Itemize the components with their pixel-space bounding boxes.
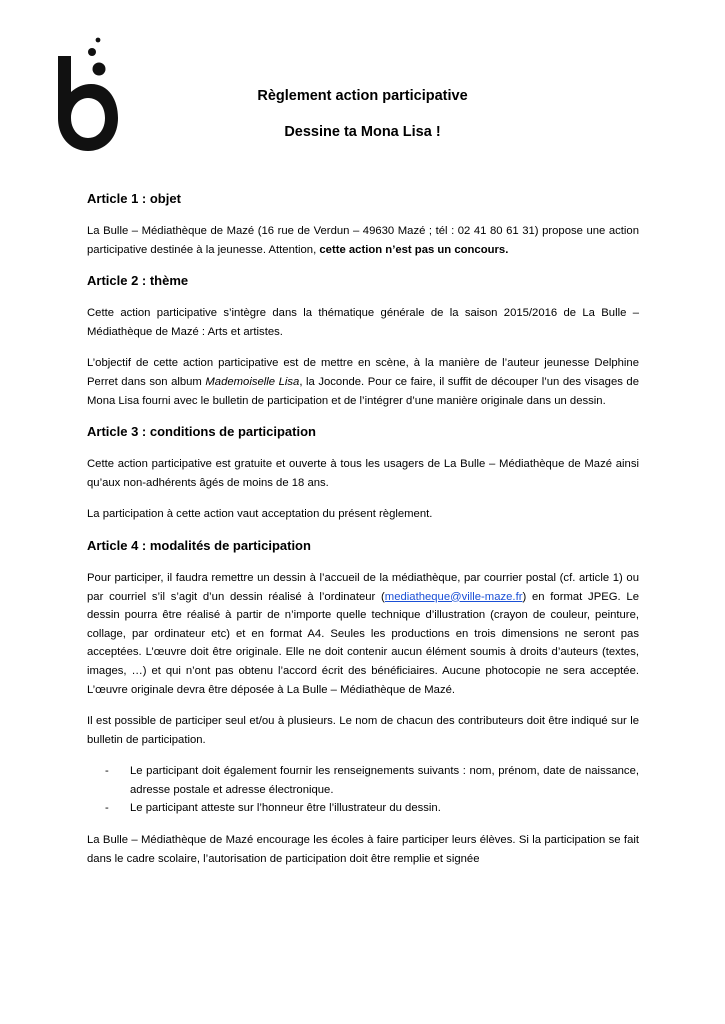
list-item: - Le participant doit également fournir les renseignements suivants : nom, prénom, date de naissance, adresse postale et adresse électronique. — [105, 765, 639, 796]
book-title: Mademoiselle Lisa — [205, 375, 300, 388]
article-2-paragraph-2: L’objectif de cette action participative est de mettre en scène, à la manière de l’auteur jeunesse Delphine Perret dans son album Mademoiselle Lisa, la Joconde. Pour ce faire, il suffit de découper l’un des visages de Mona Lisa fourni avec le bulletin de participation et de l’intégrer d’une manière originale dans un dessin. — [87, 357, 639, 407]
requirements-list — [87, 762, 639, 818]
article-3-paragraph-1: Cette action participative est gratuite et ouverte à tous les usagers de La Bulle – Médiathèque de Mazé ainsi qu’aux non-adhérents âgés de moins de 18 ans. — [87, 458, 639, 489]
article-1-paragraph: La Bulle – Médiathèque de Mazé (16 rue de Verdun – 49630 Mazé ; tél : 02 41 80 61 31) propose une action participative destinée à la jeunesse. Attention, cette action n’est pas un concours. — [87, 225, 639, 256]
article-4-heading: Article 4 : modalités de participation — [87, 537, 311, 553]
document-body — [87, 190, 639, 881]
email-link[interactable]: mediatheque@ville-maze.fr — [384, 590, 523, 603]
page-title: Règlement action participative — [257, 88, 468, 104]
article-3-heading: Article 3 : conditions de participation — [87, 424, 316, 440]
article-2-paragraph-1: Cette action participative s’intègre dans la thématique générale de la saison 2015/2016 de La Bulle – Médiathèque de Mazé : Arts et artistes. — [87, 307, 639, 338]
page-subtitle: Dessine ta Mona Lisa ! — [284, 124, 441, 140]
article-2-heading: Article 2 : thème — [87, 273, 189, 289]
article-3-paragraph-2: La participation à cette action vaut acceptation du présent règlement. — [87, 508, 433, 521]
article-1-warning: cette action n’est pas un concours. — [319, 243, 509, 256]
article-4-paragraph-2: Il est possible de participer seul et/ou à plusieurs. Le nom de chacun des contributeurs doit être indiqué sur le bulletin de participation. — [87, 715, 639, 746]
article-4-paragraph-1: Pour participer, il faudra remettre un dessin à l’accueil de la médiathèque, par courrier postal (cf. article 1) ou par courriel s’il s’agit d’un dessin réalisé à l’ordinateur (mediatheque@ville-maze.fr) en format JPEG. Le dessin pourra être réalisé à partir de n’importe quelle technique d’illustration (crayon de couleur, peinture, collage, par ordinateur etc) et en format A4. Seules les productions en trois dimensions ne seront pas acceptées. L’œuvre doit être originale. Elle ne doit contenir aucun élément soumis à droits d’auteurs (textes, images, …) et qui n’ont pas obtenu l’accord écrit des bénéficiaires. Aucune photocopie ne sera acceptée. L’œuvre originale devra être déposée à La Bulle – Médiathèque de Mazé. — [87, 571, 639, 696]
article-4-paragraph-3: La Bulle – Médiathèque de Mazé encourage les écoles à faire participer leurs élèves. Si la participation se fait dans le cadre scolaire, l’autorisation de participation doit être remplie et signée — [87, 834, 639, 865]
article-1-heading: Article 1 : objet — [87, 191, 181, 206]
list-item: - Le participant atteste sur l’honneur être l’illustrateur du dessin. — [105, 802, 441, 815]
